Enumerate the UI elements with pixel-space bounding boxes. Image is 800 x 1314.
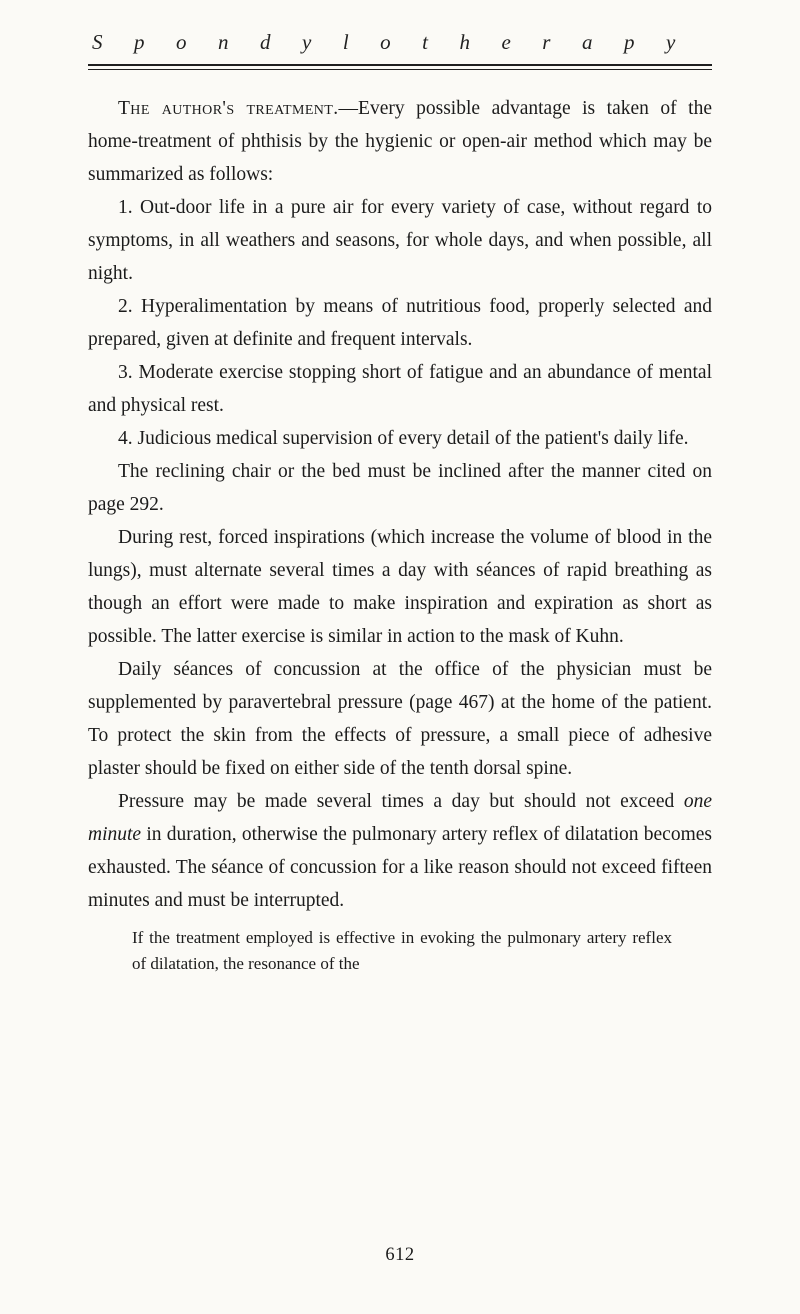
page-number: 612	[385, 1245, 415, 1265]
header-double-rule	[88, 64, 712, 70]
footnote-paragraph: If the treatment employed is effective in evoking the pulmonary artery reflex of dilatation, the resonance of the	[132, 928, 672, 973]
paragraph-reclining-chair: The reclining chair or the bed must be inclined after the manner cited on page 292.	[88, 461, 712, 515]
list-item-1: 1. Out-door life in a pure air for every variety of case, without regard to symptoms, in all weathers and seasons, for whole days, and when possible, all night.	[88, 197, 712, 284]
list-item-3: 3. Moderate exercise stopping short of fatigue and an abundance of mental and physical rest.	[88, 362, 712, 416]
paragraph-lead	[88, 92, 712, 191]
paragraph-pressure	[88, 785, 712, 917]
running-head-title: Spondylotherapy	[92, 30, 707, 54]
lead-rest: —Every possible advantage is taken of the home-treatment of phthisis by the hygienic or open-air method which may be summarized as follows:	[88, 98, 712, 185]
list-item-2: 2. Hyperalimentation by means of nutritious food, properly selected and prepared, given at definite and frequent intervals.	[88, 296, 712, 350]
paragraph-daily-seances: Daily séances of concussion at the office of the physician must be supplemented by paravertebral pressure (page 467) at the home of the patient. To protect the skin from the effects of pressure, a small piece of adhesive plaster should be fixed on either side of the tenth dorsal spine.	[88, 659, 712, 779]
pressure-pre: Pressure may be made several times a day but should not exceed	[118, 791, 684, 812]
body-text	[88, 92, 712, 977]
lead-smallcaps: The author's treatment.	[118, 98, 339, 119]
paragraph-during-rest: During rest, forced inspirations (which increase the volume of blood in the lungs), must alternate several times a day with séances of rapid breathing as though an effort were made to make inspiration and expiration as short as possible. The latter exercise is similar in action to the mask of Kuhn.	[88, 527, 712, 647]
pressure-emphasis: one minute	[88, 791, 712, 845]
pressure-post: in duration, otherwise the pulmonary artery reflex of dilatation becomes exhausted. The séance of concussion for a like reason should not exceed fifteen minutes and must be interrupted.	[88, 824, 712, 911]
list-item-4: 4. Judicious medical supervision of every detail of the patient's daily life.	[118, 428, 689, 449]
